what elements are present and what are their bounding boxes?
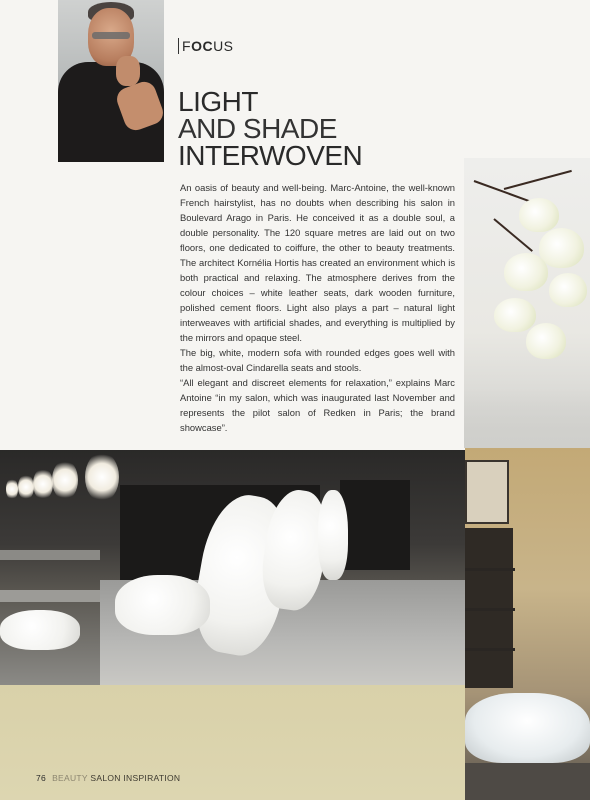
title-line-1: LIGHT	[178, 86, 258, 117]
section-label: FOCUS	[178, 38, 234, 54]
title-line-2: AND SHADE	[178, 113, 337, 144]
title-line-3: INTERWOVEN	[178, 140, 363, 171]
article-title	[178, 88, 362, 169]
article-paragraph: The big, white, modern sofa with rounded edges goes well with the almost-oval Cindarella seats and stools.	[180, 347, 455, 373]
article-paragraph: “All elegant and discreet elements for relaxation,” explains Marc Antoine “in my salon, which was inaugurated last November and represents the pilot salon of Redken in Paris; the brand showcase”.	[180, 377, 455, 433]
relaxation-room-photo	[465, 448, 590, 800]
magazine-title: SALON INSPIRATION	[90, 773, 181, 783]
page-number: 76	[36, 773, 47, 783]
portrait-photo	[58, 0, 164, 162]
magazine-brand: BEAUTY	[52, 773, 88, 783]
orchid-photo	[464, 158, 590, 448]
salon-interior-photo	[0, 450, 465, 685]
article-paragraph: An oasis of beauty and well-being. Marc-Antoine, the well-known French hairstylist, has no doubts when describing his salon in Boulevard Arago in Paris. He conceived it as a double soul, a double personality. The 120 square metres are laid out on two floors, one dedicated to coiffure, the other to beauty treatments. The architect Kornélia Hortis has created an environment which is both practical and relaxing. The atmosphere derives from the colour choices – white leather seats, dark wooden furniture, polished cement floors. Light also plays a part – natural light interweaves with artificial shades, and everything is multiplied by the mirrors and opaque steel.	[180, 182, 455, 343]
article-body	[180, 180, 455, 435]
page-footer	[36, 773, 180, 783]
